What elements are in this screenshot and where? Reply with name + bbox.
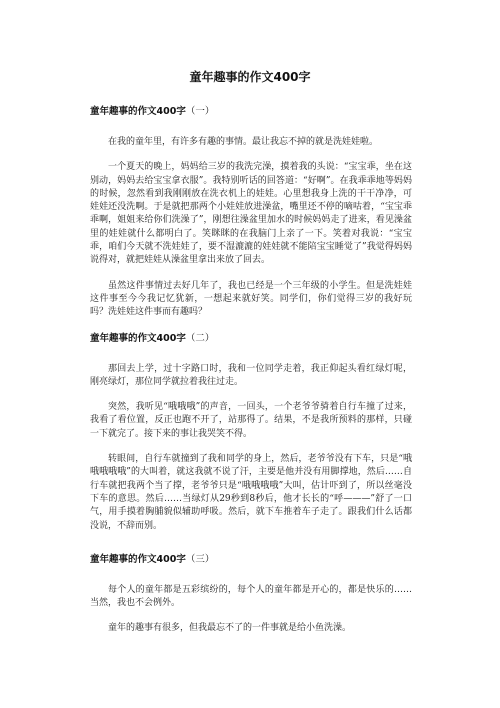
paragraph: 在我的童年里，有许多有趣的事情。最让我忘不掉的就是洗娃娃啦。 <box>108 137 379 147</box>
section-number: （一） <box>185 106 215 117</box>
paragraph: 那回去上学，过十字路口时，我和一位同学走着，我正仰起头看红绿灯呢，刚亮绿灯，那位同学就拉着我往过走。 <box>90 363 412 387</box>
section-3 <box>90 553 412 636</box>
section-heading <box>90 105 412 119</box>
section-heading-text: 童年趣事的作文400字 <box>90 332 186 344</box>
section-heading <box>90 332 412 346</box>
paragraph: 每个人的童年都是五彩缤纷的，每个人的童年都是开心的，都是快乐的……当然，我也不会例外。 <box>90 584 412 609</box>
paragraph: 虽然这件事情过去好几年了，我也已经是一个三年级的小学生。但是洗娃娃这件事至今今我记忆犹新，一想起来就好笑。同学们，你们觉得三岁的我好玩吗？洗娃娃这件事而有趣吗？ <box>90 280 412 318</box>
document-title: 童年趣事的作文400字 <box>189 70 311 84</box>
paragraph: 转眼间，自行车就撞到了我和同学的身上，然后，老爷爷没有下车，只是“哦哦哦哦哦”的大叫着，就这我就不说了汗，主要是他并没有用脚撑地，然后……自行车就把我两个当了撑，老爷爷只是“哦哦哦哦”大叫，估计吓到了，所以丝毫没下车的意思。然后……当绿灯从29秒到8秒后，他才长长的“呼———”舒了一口气，用手摸着胸脯貌似辅助呼吸。然后，就下车推着车子走了。跟我们什么话都没说，不辞而别。 <box>90 454 412 531</box>
paragraph: 突然，我听见“哦哦哦”的声音，一回头，一个老爷爷骑着自行车撞了过来，我看了看位置，反正也跑不开了，站那得了。结果，不是我所预料的那样，只碰一下就完了。接下来的事让我哭笑不得。 <box>90 402 412 439</box>
section-number: （二） <box>185 332 215 344</box>
section-heading-text: 童年趣事的作文400字 <box>90 553 186 565</box>
section-1 <box>90 105 412 320</box>
paragraph: 一个夏天的晚上，妈妈给三岁的我洗完澡，摸着我的头说：“宝宝乖，坐在这别动，妈妈去给宝宝拿衣服”。我特别听话的回答道：“好啊”。在我乖乖地等妈妈的时候，忽然看到我刚刚放在洗衣机上的娃娃。心里想我身上洗的干干净净，可娃娃还没洗啊。于是就把那两个小娃娃放进澡盆，嘴里还不停的嘀咕着，“宝宝乖乖啊，姐姐来给你们洗澡了”，刚想往澡盆里加水的时候妈妈走了进来，看见澡盆里的娃娃就什么都明白了。笑眯眯的在我脑门上亲了一下。笑着对我说：“宝宝乖，咱们今天就不洗娃娃了，要不湿漉漉的娃娃就不能陪宝宝睡觉了”我觉得妈妈说得对，就把娃娃从澡盆里拿出来放了回去。 <box>90 162 412 266</box>
section-heading-text: 童年趣事的作文400字 <box>90 106 186 117</box>
section-2 <box>90 332 412 533</box>
paragraph: 童年的趣事有很多，但我最忘不了的一件事就是给小鱼洗澡。 <box>108 623 352 634</box>
section-heading <box>90 553 412 567</box>
document-body <box>90 105 412 648</box>
section-number: （三） <box>185 553 215 565</box>
